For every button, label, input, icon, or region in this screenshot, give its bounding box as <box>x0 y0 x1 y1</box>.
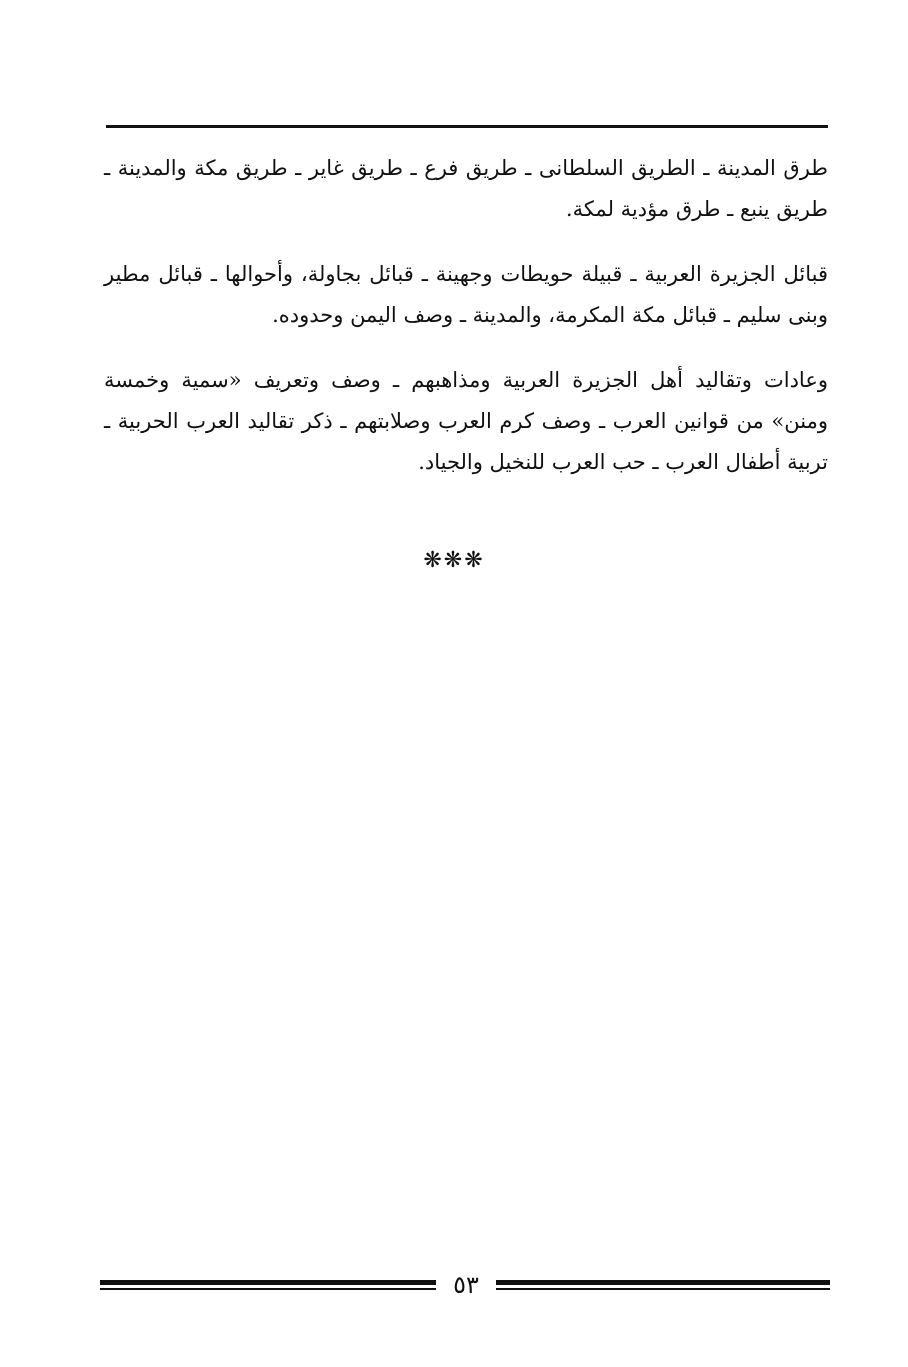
paragraph-customs: وعادات وتقاليد أهل الجزيرة العربية ومذاهبهم ـ وصف وتعريف «سمية وخمسة ومنن» من قوانين العرب ـ وصف كرم العرب وصلابتهم ـ ذكر تقاليد العرب الحربية ـ تربية أطفال العرب ـ حب العرب للنخيل والجياد. <box>104 368 828 474</box>
footer-rule-left <box>100 1278 436 1292</box>
paragraph-tribes: قبائل الجزيرة العربية ـ قبيلة حويطات وجهينة ـ قبائل بجاولة، وأحوالها ـ قبائل مطير وبنى سليم ـ قبائل مكة المكرمة، والمدينة ـ وصف اليمن وحدوده. <box>104 262 828 327</box>
section-separator: ❋❋❋ <box>423 548 485 573</box>
header-rule <box>106 125 828 128</box>
paragraph-roads: طرق المدينة ـ الطريق السلطانى ـ طريق فرع ـ طريق غاير ـ طريق مكة والمدينة ـ طريق ينبع ـ طرق مؤدية لمكة. <box>104 156 828 221</box>
footer-rule-right <box>496 1278 830 1292</box>
page-body <box>104 148 828 507</box>
page-number: ٥٣ <box>453 1271 479 1299</box>
page-footer <box>100 1270 830 1300</box>
